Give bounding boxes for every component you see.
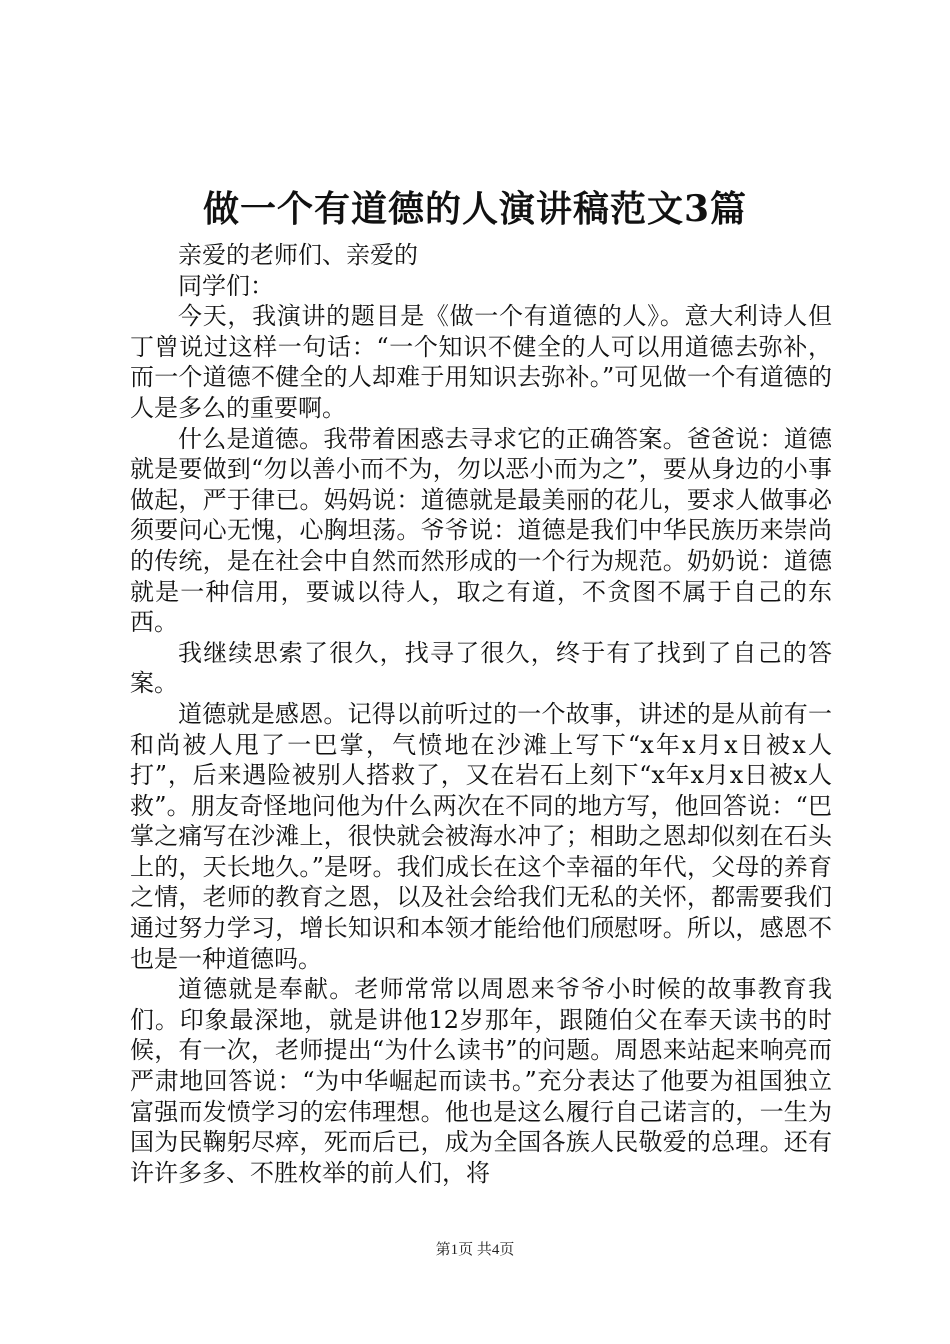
paragraph-4: 道德就是感恩。记得以前听过的一个故事，讲述的是从前有一和尚被人甩了一巴掌，气愤地在沙滩上写下“x年x月x日被x人打”，后来遇险被别人搭救了，又在岩石上刻下“x年x月x日被x人救”。朋友奇怪地问他为什么两次在不同的地方写，他回答说：“巴掌之痛写在沙滩上，很快就会被海水冲了；相助之恩却似刻在石头上的，天长地久。”是呀。我们成长在这个幸福的年代，父母的养育之情，老师的教育之恩，以及社会给我们无私的关怀，都需要我们通过努力学习，增长知识和本领才能给他们颀慰呀。所以，感恩不也是一种道德吗。 — [130, 699, 832, 973]
salutation-line-1: 亲爱的老师们、亲爱的 — [178, 241, 418, 269]
salutation-line-2: 同学们： — [178, 271, 274, 300]
paragraph-2: 什么是道德。我带着困惑去寻求它的正确答案。爸爸说：道德就是要做到“勿以善小而不为，勿以恶小而为之”，要从身边的小事做起，严于律已。妈妈说：道德就是最美丽的花儿，要求人做事必须要问心无愧，心胸坦荡。爷爷说：道德是我们中华民族历来崇尚的传统，是在社会中自然而然形成的一个行为规范。奶奶说：道德就是一种信用，要诚以待人，取之有道，不贪图不属于自己的东西。 — [130, 424, 832, 637]
document-body — [130, 240, 832, 1188]
page-number-footer: 第1页 共4页 — [435, 1242, 515, 1258]
paragraph-5: 道德就是奉献。老师常常以周恩来爷爷小时候的故事教育我们。印象最深地，就是讲他12岁那年，跟随伯父在奉天读书的时候，有一次，老师提出“为什么读书”的问题。周恩来站起来响亮而严肃地回答说：“为中华崛起而读书。”充分表达了他要为祖国独立富强而发愤学习的宏伟理想。他也是这么履行自己诺言的，一生为国为民鞠躬尽瘁，死而后已，成为全国各族人民敬爱的总理。还有许许多多、不胜枚举的前人们，将 — [130, 975, 832, 1187]
document-title: 做一个有道德的人演讲稿范文3篇 — [202, 188, 748, 230]
paragraph-3: 我继续思索了很久，找寻了很久，终于有了找到了自己的答案。 — [130, 638, 832, 698]
paragraph-1: 今天，我演讲的题目是《做一个有道德的人》。意大利诗人但丁曾说过这样一句话：“一个知识不健全的人可以用道德去弥补，而一个道德不健全的人却难于用知识去弥补。”可见做一个有道德的人是多么的重要啊。 — [130, 302, 832, 422]
